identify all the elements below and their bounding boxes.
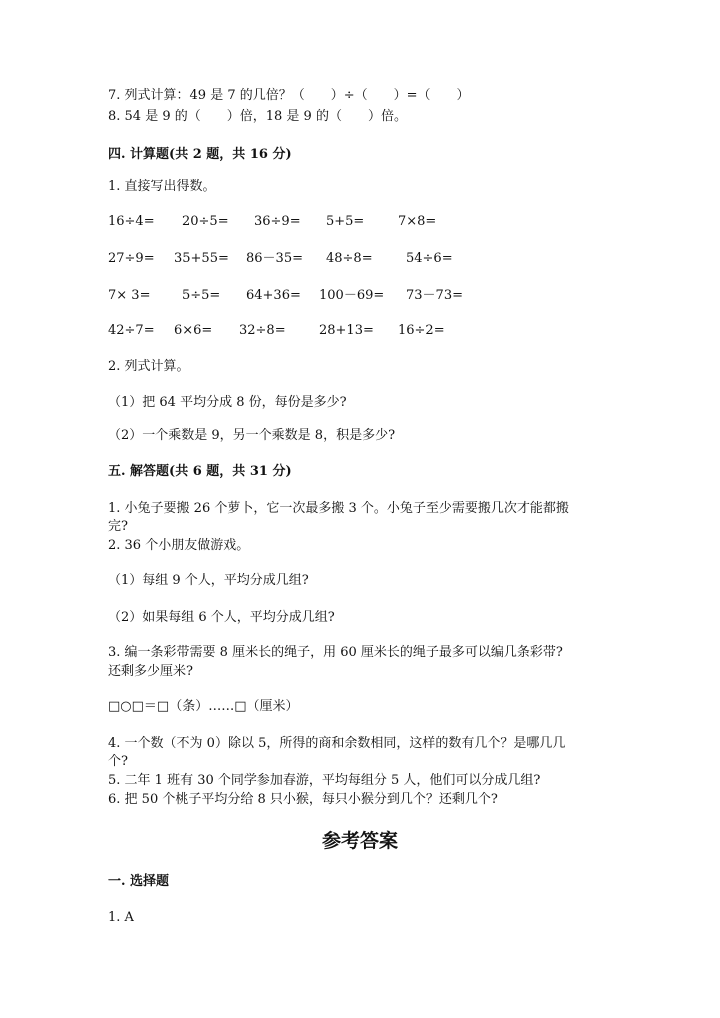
sec5-question-6: 6. 把 50 个桃子平均分给 8 只小猴，每只小猴分到几个？还剩几个?	[108, 792, 498, 807]
section-4-heading: 四. 计算题(共 2 题，共 16 分)	[108, 147, 292, 162]
sec5-question-2: 2. 36 个小朋友做游戏。	[108, 538, 250, 553]
calc-item: 35+55=	[174, 251, 229, 266]
calc-item: 16÷4=	[108, 214, 155, 229]
sec5-question-1-line-2: 完?	[108, 519, 128, 534]
calc-item: 48÷8=	[326, 251, 373, 266]
answer-1: 1. A	[108, 910, 134, 925]
calc-item: 42÷7=	[108, 323, 155, 338]
sec5-question-3-equation: □○□＝□（条）……□（厘米）	[108, 699, 299, 714]
sec5-question-2-part-1: （1）每组 9 个人，平均分成几组?	[108, 573, 309, 588]
sec5-question-3-line-1: 3. 编一条彩带需要 8 厘米长的绳子，用 60 厘米长的绳子最多可以编几条彩带?	[108, 645, 563, 660]
sec5-question-4-line-1: 4. 一个数（不为 0）除以 5，所得的商和余数相同，这样的数有几个？是哪几几	[108, 736, 566, 751]
calc-item: 5÷5=	[182, 288, 221, 303]
answers-title: 参考答案	[321, 830, 398, 852]
sec4-question-1: 1. 直接写出得数。	[108, 179, 216, 194]
calc-item: 86－35=	[246, 251, 303, 266]
sec5-question-4-line-2: 个?	[108, 754, 128, 769]
calc-item: 7×8=	[398, 214, 437, 229]
calc-item: 16÷2=	[398, 323, 445, 338]
calc-item: 7× 3=	[108, 288, 151, 303]
calc-item: 32÷8=	[239, 323, 286, 338]
question-8: 8. 54 是 9 的（ ）倍，18 是 9 的（ ）倍。	[108, 109, 407, 124]
calc-item: 54÷6=	[406, 251, 453, 266]
question-7: 7. 列式计算：49 是 7 的几倍？（ ）÷（ ）=（ ）	[108, 88, 470, 103]
section-5-heading: 五. 解答题(共 6 题，共 31 分)	[108, 464, 292, 479]
calc-item: 73－73=	[406, 288, 463, 303]
sec5-question-1-line-1: 1. 小兔子要搬 26 个萝卜，它一次最多搬 3 个。小兔子至少需要搬几次才能都搬	[108, 501, 569, 516]
sec4-question-2: 2. 列式计算。	[108, 359, 190, 374]
sec4-question-2-part-1: （1）把 64 平均分成 8 份，每份是多少?	[108, 395, 347, 410]
calc-item: 64+36=	[246, 288, 301, 303]
calc-item: 100－69=	[319, 288, 385, 303]
sec5-question-5: 5. 二年 1 班有 30 个同学参加春游，平均每组分 5 人，他们可以分成几组?	[108, 773, 541, 788]
calc-item: 36÷9=	[254, 214, 301, 229]
answers-section-1-heading: 一. 选择题	[108, 874, 170, 889]
calc-item: 20÷5=	[182, 214, 229, 229]
sec4-question-2-part-2: （2）一个乘数是 9，另一个乘数是 8，积是多少?	[108, 428, 396, 443]
sec5-question-2-part-2: （2）如果每组 6 个人，平均分成几组?	[108, 610, 335, 625]
sec5-question-3-line-2: 还剩多少厘米?	[108, 664, 193, 679]
calc-item: 6×6=	[174, 323, 213, 338]
calc-item: 5+5=	[326, 214, 365, 229]
calc-item: 27÷9=	[108, 251, 155, 266]
calc-item: 28+13=	[319, 323, 374, 338]
